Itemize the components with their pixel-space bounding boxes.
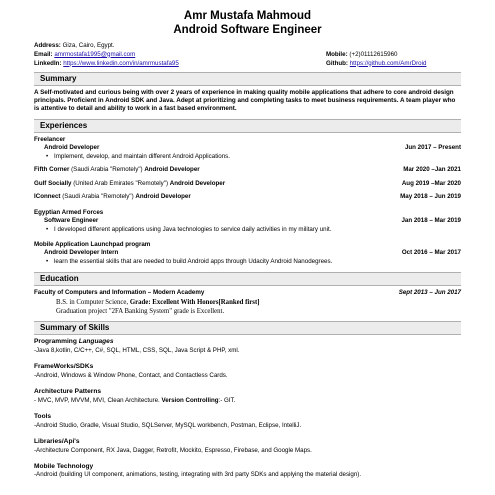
education-project: Graduation project "2FA Banking System" grade is Excellent. <box>56 307 225 315</box>
contact-row-email <box>34 51 461 60</box>
experiences-heading: Experiences <box>34 119 461 133</box>
army-role-row <box>34 217 461 227</box>
education-row <box>34 289 461 299</box>
program-bullet: • learn the essential skills that are needed to build Android apps through Udacity Android Nanodegrees. <box>34 258 461 267</box>
skill-mobile: -Android (building UI component, animations, testing, integrating with 3rd party SDKs and applying the material design). <box>34 471 362 479</box>
email-link[interactable]: amrmostafa1995@gmail.com <box>54 50 136 58</box>
job-location: (United Arab Emirates "Remotely") <box>71 179 170 187</box>
education-date: Sept 2013 – Jun 2017 <box>398 289 461 297</box>
address-label: Address: <box>34 41 61 49</box>
email-label: Email: <box>34 50 53 58</box>
program-date: Oct 2016 – Mar 2017 <box>401 248 461 256</box>
army-role: Software Engineer <box>44 216 99 224</box>
skill-title-tools: Tools <box>34 413 52 421</box>
education-heading: Education <box>34 272 461 286</box>
contact-row-links <box>34 60 461 69</box>
army-org: Egyptian Armed Forces <box>34 208 104 216</box>
army-date: Jan 2018 – Mar 2019 <box>401 216 461 224</box>
freelancer-role-row <box>34 144 461 154</box>
job-date: Aug 2019 –Mar 2020 <box>401 179 461 187</box>
job-row-2 <box>34 193 461 203</box>
skill-title-programming: Programming Languages <box>34 338 114 346</box>
summary-heading: Summary <box>34 72 461 86</box>
job-company: Gulf Socially <box>34 179 72 187</box>
army-bullet: • I developed different applications using Java technologies to service daily activities in my military unit. <box>34 226 461 235</box>
job-role: Android Developer <box>144 166 200 174</box>
linkedin-label: LinkedIn: <box>34 59 62 67</box>
address-value: Giza, Cairo, Egypt. <box>62 41 115 49</box>
job-location: (Saudi Arabia "Remotely") <box>60 193 136 201</box>
job-row-0 <box>34 166 461 176</box>
skill-tools: -Android Studio, Gradle, Visual Studio, SQLServer, MySQL workbench, Postman, Eclipse, IntelliJ. <box>34 421 302 429</box>
skill-frameworks: -Android, Windows & Window Phone, Contact, and Contactless Cards. <box>34 371 228 379</box>
job-role: Android Developer <box>135 193 191 201</box>
job-company: Fifth Corner <box>34 166 70 174</box>
skill-title-libraries: Libraries/Api's <box>34 438 80 446</box>
education-faculty: Faculty of Computers and Information – Modern Academy <box>34 289 205 297</box>
mobile-value: (+2)01112615960 <box>349 50 398 58</box>
program-role-row <box>34 249 461 259</box>
freelancer-date: Jun 2017 – Present <box>404 143 461 151</box>
skill-libraries: -Architecture Component, RX Java, Dagger, Retrofit, Mockito, Espresso, Firebase, and Google Maps. <box>34 446 312 454</box>
skill-title-architecture: Architecture Patterns <box>34 388 102 396</box>
summary-text: A Self-motivated and curious being with over 2 years of experience in making quality mobile applications that adhere to core android design principals. Proficient in Android SDK and Java. Adept at prioritizing and completing tasks to meet business requirements. A team player who is attentive to detail and ability to work in a fast based environment. <box>34 88 456 112</box>
mobile-label: Mobile: <box>326 50 348 58</box>
job-date: May 2018 – Jun 2019 <box>400 193 461 201</box>
skill-programming: -Java 8,kotlin, C/C++, C#, SQL, HTML, CSS, SQL, Java Script & PHP, xml. <box>34 346 240 354</box>
job-company: IConnect <box>34 193 61 201</box>
github-label: Github: <box>326 59 348 67</box>
candidate-title: Android Software Engineer <box>173 23 322 36</box>
github-link[interactable]: https://github.com/AmrDroid <box>349 59 427 67</box>
job-role: Android Developer <box>169 179 226 187</box>
education-degree: B.S. in Computer Science, Grade: Excellent With Honors[Ranked first] <box>56 299 260 307</box>
freelancer-role: Android Developer <box>44 143 100 151</box>
job-row-1 <box>34 180 461 190</box>
linkedin-link[interactable]: https://www.linkedin.com/in/amrmustafa95 <box>63 59 179 67</box>
program-role: Android Developer Intern <box>44 248 119 256</box>
skill-architecture: - MVC, MVP, MVVM, MVI, Clean Architecture. Version Controlling:- GIT. <box>34 396 236 404</box>
skills-heading: Summary of Skills <box>34 321 461 335</box>
freelancer-org: Freelancer <box>34 136 66 144</box>
job-date: Mar 2020 –Jan 2021 <box>403 166 461 174</box>
candidate-name: Amr Mustafa Mahmoud <box>183 10 312 22</box>
job-location: (Saudi Arabia "Remotely") <box>69 166 145 174</box>
program-org: Mobile Application Launchpad program <box>34 241 151 249</box>
freelancer-bullet: • Implement, develop, and maintain different Android Applications. <box>34 153 461 162</box>
skill-title-mobile: Mobile Technology <box>34 463 94 471</box>
contact-row-address <box>34 42 461 51</box>
skill-title-frameworks: FrameWorks/SDKs <box>34 363 94 371</box>
